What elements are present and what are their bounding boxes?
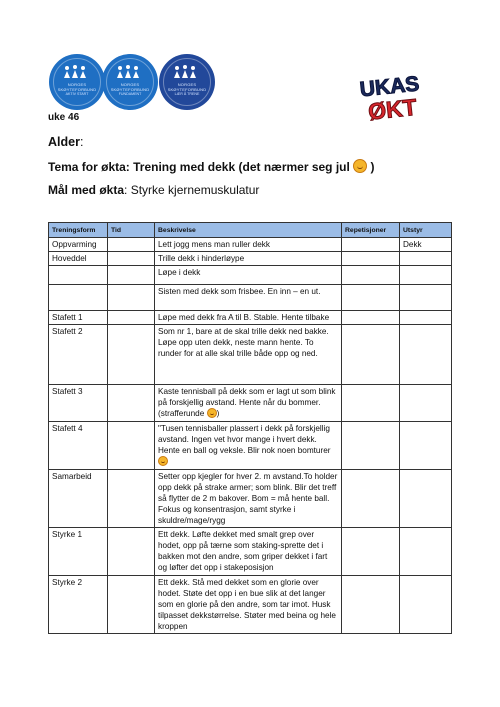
- ukas-okt-logo: [355, 69, 433, 127]
- col-header: Tid: [108, 223, 155, 238]
- theme-text: Tema for økta: Trening med dekk (det nærmer seg jul: [48, 160, 350, 174]
- cell-desc: Løpe i dekk: [155, 266, 342, 285]
- table-row: [49, 470, 452, 528]
- cell-utstyr: [400, 325, 452, 385]
- cell-utstyr: [400, 385, 452, 422]
- cell-desc: Setter opp kjegler for hver 2. m avstand.To holder opp dekk på strake armer; som blink. Blir det treff så flytter de 2 m bakover. Bom = må hente ball. Fokus og konsentrasjon, samt styrke i skuldre/mage/rygg: [155, 470, 342, 528]
- table-row: [49, 252, 452, 266]
- cell-utstyr: [400, 285, 452, 311]
- session-table: [48, 222, 452, 634]
- cell-tid: [108, 252, 155, 266]
- cell-desc: Som nr 1, bare at de skal trille dekk ned bakke. Løpe opp uten dekk, neste mann hente. To runder for at alle skal trille både opp og ned.: [155, 325, 342, 385]
- skaters-icon: [115, 64, 145, 80]
- table-row: [49, 576, 452, 634]
- cell-desc-text: Kaste tennisball på dekk som er lagt ut som blink på forskjellig avstand. Hente når du bommer. (strafferunde: [158, 387, 336, 418]
- cell-reps: [342, 266, 400, 285]
- cell-form: [49, 285, 108, 311]
- cell-tid: [108, 238, 155, 252]
- cell-desc: Kaste tennisball på dekk som er lagt ut som blink på forskjellig avstand. Hente når du bommer. (strafferunde ): [155, 385, 342, 422]
- cell-desc: Sisten med dekk som frisbee. En inn – en ut.: [155, 285, 342, 311]
- smiling-face-icon: [207, 408, 217, 418]
- theme-close: ): [370, 160, 375, 174]
- cell-form: Stafett 1: [49, 311, 108, 325]
- cell-tid: [108, 385, 155, 422]
- table-row: [49, 238, 452, 252]
- cell-desc-text: "Tusen tennisballer plassert i dekk på forskjellig avstand. Ingen vet hvor mange i hvert dekk. Hente en ball og veksle. Blir nok noen bomturer: [158, 424, 331, 455]
- cell-reps: [342, 238, 400, 252]
- cell-tid: [108, 528, 155, 576]
- cell-tid: [108, 311, 155, 325]
- col-header: Treningsform: [49, 223, 108, 238]
- goal-line: [48, 183, 259, 197]
- cell-utstyr: [400, 576, 452, 634]
- cell-desc: Lett jogg mens man ruller dekk: [155, 238, 342, 252]
- goal-label: Mål med økta: [48, 183, 125, 197]
- cell-reps: [342, 470, 400, 528]
- week-label: uke 46: [48, 112, 80, 123]
- cell-reps: [342, 576, 400, 634]
- cell-form: Hoveddel: [49, 252, 108, 266]
- smiling-face-icon: [158, 456, 168, 466]
- table-row: [49, 422, 452, 470]
- cell-desc: Løpe med dekk fra A til B. Stable. Hente tilbake: [155, 311, 342, 325]
- cell-tid: [108, 576, 155, 634]
- cell-form: Oppvarming: [49, 238, 108, 252]
- table-row: [49, 325, 452, 385]
- logo-sub: LÆR Å TRENE: [174, 92, 200, 96]
- cell-form: Stafett 3: [49, 385, 108, 422]
- cell-reps: [342, 311, 400, 325]
- cell-utstyr: Dekk: [400, 238, 452, 252]
- logo-sub: AKTIV START: [65, 92, 89, 96]
- cell-utstyr: [400, 422, 452, 470]
- cell-form: Styrke 1: [49, 528, 108, 576]
- cell-form: Styrke 2: [49, 576, 108, 634]
- cell-utstyr: [400, 528, 452, 576]
- cell-utstyr: [400, 266, 452, 285]
- cell-form: Stafett 4: [49, 422, 108, 470]
- skating-federation-logo: [49, 54, 105, 110]
- logo-name: NORGES SKØYTEFORBUND: [167, 82, 207, 92]
- table-row: [49, 266, 452, 285]
- age-line: [48, 135, 83, 149]
- age-value: :: [79, 135, 84, 149]
- logo-sub: FUNDAMENT: [118, 92, 142, 96]
- cell-reps: [342, 528, 400, 576]
- cell-tid: [108, 266, 155, 285]
- col-header: Utstyr: [400, 223, 452, 238]
- cell-utstyr: [400, 470, 452, 528]
- cell-utstyr: [400, 252, 452, 266]
- cell-reps: [342, 325, 400, 385]
- cell-utstyr: [400, 311, 452, 325]
- logo-name: NORGES SKØYTEFORBUND: [110, 82, 150, 92]
- cell-desc: Trille dekk i hinderløype: [155, 252, 342, 266]
- table-row: [49, 311, 452, 325]
- cell-reps: [342, 252, 400, 266]
- cell-desc: [155, 422, 342, 470]
- cell-form: [49, 266, 108, 285]
- cell-tid: [108, 325, 155, 385]
- table-row: [49, 385, 452, 422]
- cell-form: Stafett 2: [49, 325, 108, 385]
- cell-form: Samarbeid: [49, 470, 108, 528]
- logo-name: NORGES SKØYTEFORBUND: [57, 82, 97, 92]
- cell-desc: Ett dekk. Løfte dekket med smalt grep over hodet, opp på tærne som staking-sprette det i bakken mot den andre, som griper dekket i fart og løfter det opp i stakeposisjon: [155, 528, 342, 576]
- smiling-face-icon: [353, 159, 367, 173]
- skating-federation-logo: [102, 54, 158, 110]
- col-header: Repetisjoner: [342, 223, 400, 238]
- ukas-logo-line1: UKAS: [358, 72, 421, 102]
- skaters-icon: [172, 64, 202, 80]
- theme-line: [48, 159, 375, 174]
- cell-desc: Ett dekk. Stå med dekket som en glorie over hodet. Støte det opp i en bue slik at det langer som en glorie på den andre, som tar imot. Husk tilpasset dekkstørrelse. Støter med beina og hele kroppen: [155, 576, 342, 634]
- col-header: Beskrivelse: [155, 223, 342, 238]
- ukas-logo-line2: ØKT: [366, 93, 418, 125]
- table-row: [49, 528, 452, 576]
- cell-reps: [342, 385, 400, 422]
- skaters-icon: [62, 64, 92, 80]
- goal-value: : Styrke kjernemuskulatur: [124, 183, 260, 197]
- table-row: [49, 285, 452, 311]
- cell-tid: [108, 470, 155, 528]
- cell-reps: [342, 422, 400, 470]
- table-header-row: [49, 223, 452, 238]
- cell-reps: [342, 285, 400, 311]
- cell-tid: [108, 422, 155, 470]
- cell-tid: [108, 285, 155, 311]
- skating-federation-logo: [159, 54, 215, 110]
- age-label: Alder: [48, 135, 80, 149]
